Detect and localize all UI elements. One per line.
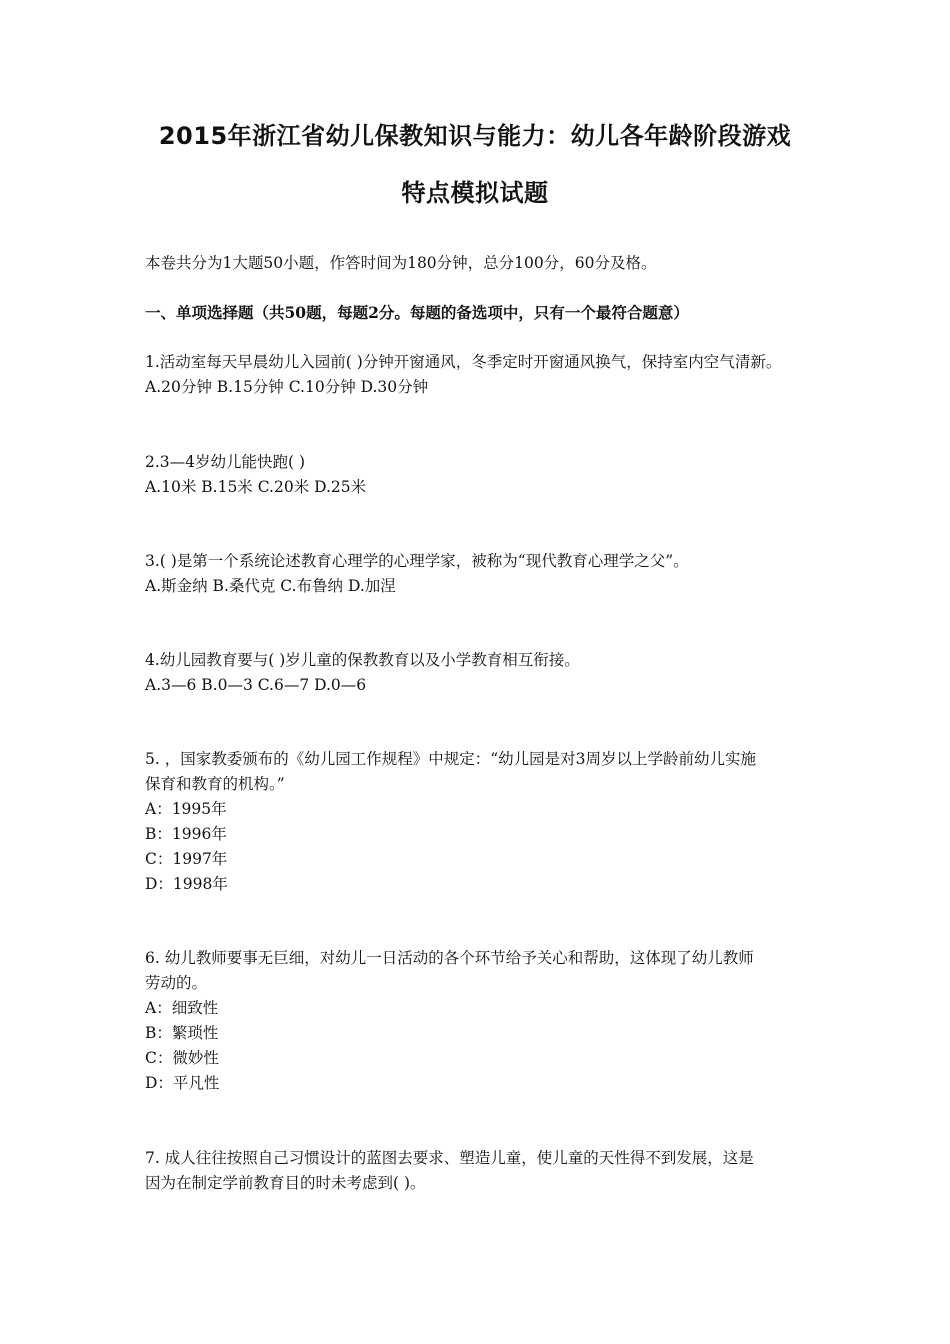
document-title-line-2: 特点模拟试题 — [401, 179, 549, 207]
question-6-option-c: C：微妙性 — [145, 1049, 219, 1067]
exam-instructions: 本卷共分为1大题50小题，作答时间为180分钟，总分100分，60分及格。 — [145, 254, 657, 272]
question-5-option-c: C：1997年 — [145, 850, 228, 868]
question-7-stem-line-2: 因为在制定学前教育目的时未考虑到( )。 — [145, 1174, 426, 1192]
question-6-option-a: A：细致性 — [145, 999, 219, 1017]
question-3-options: A.斯金纳 B.桑代克 C.布鲁纳 D.加涅 — [145, 577, 396, 595]
question-5-option-a: A：1995年 — [145, 800, 227, 818]
question-6-option-b: B：繁琐性 — [145, 1024, 219, 1042]
question-1-stem: 1.活动室每天早晨幼儿入园前( )分钟开窗通风，冬季定时开窗通风换气，保持室内空气清新。 — [145, 353, 782, 371]
question-2-stem: 2.3—4岁幼儿能快跑( ) — [145, 453, 306, 471]
question-5-stem-line-2: 保育和教育的机构。” — [145, 775, 285, 793]
question-4-stem: 4.幼儿园教育要与( )岁儿童的保教教育以及小学教育相互衔接。 — [145, 651, 580, 669]
question-5-option-d: D：1998年 — [145, 875, 228, 893]
question-7-stem-line-1: 7. 成人往往按照自己习惯设计的蓝图去要求、塑造儿童，使儿童的天性得不到发展，这是 — [145, 1149, 754, 1167]
question-3-stem: 3.( )是第一个系统论述教育心理学的心理学家，被称为“现代教育心理学之父”。 — [145, 552, 689, 570]
document-title-line-1: 2015年浙江省幼儿保教知识与能力：幼儿各年龄阶段游戏 — [158, 122, 792, 150]
question-6-stem-line-2: 劳动的。 — [145, 974, 208, 992]
question-1-options: A.20分钟 B.15分钟 C.10分钟 D.30分钟 — [145, 378, 429, 396]
section-heading: 一、单项选择题（共50题，每题2分。每题的备选项中，只有一个最符合题意） — [145, 303, 689, 322]
question-5-stem-line-1: 5. ，国家教委颁布的《幼儿园工作规程》中规定：“幼儿园是对3周岁以上学龄前幼儿实施 — [145, 750, 757, 768]
question-6-stem-line-1: 6. 幼儿教师要事无巨细，对幼儿一日活动的各个环节给予关心和帮助，这体现了幼儿教师 — [145, 949, 754, 967]
question-5-option-b: B：1996年 — [145, 825, 227, 843]
question-4-options: A.3—6 B.0—3 C.6—7 D.0—6 — [145, 676, 367, 694]
question-2-options: A.10米 B.15米 C.20米 D.25米 — [145, 478, 367, 496]
question-6-option-d: D：平凡性 — [145, 1074, 220, 1092]
